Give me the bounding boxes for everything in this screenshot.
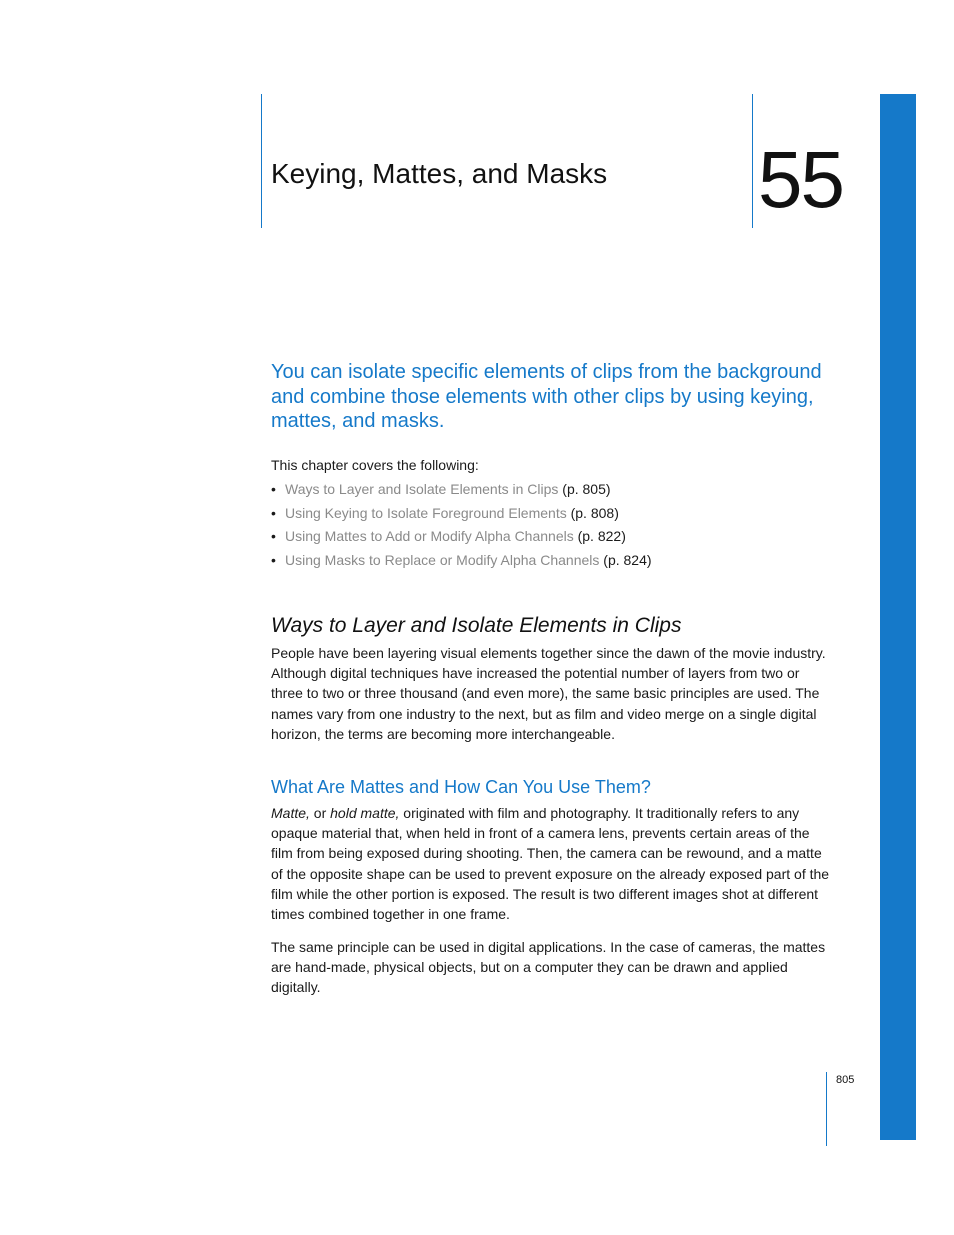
covers-label: This chapter covers the following: — [271, 457, 479, 473]
term-matte: Matte, — [271, 805, 310, 821]
toc-page: (p. 805) — [562, 481, 611, 497]
connector-text: or — [309, 805, 331, 821]
chapter-title: Keying, Mattes, and Masks — [271, 158, 608, 189]
toc-item — [271, 525, 652, 549]
toc-link[interactable]: Using Mattes to Add or Modify Alpha Channels — [285, 528, 574, 544]
bullet-icon: • — [271, 504, 276, 521]
subsection-body-2: The same principle can be used in digital applications. In the case of cameras, the mattes are hand-made, physical objects, but on a computer they can be drawn and applied digitally. — [271, 939, 826, 996]
toc-page: (p. 808) — [570, 504, 619, 521]
toc-page: (p. 822) — [577, 528, 626, 544]
toc-item — [271, 549, 652, 573]
section-body: People have been layering visual elements together since the dawn of the movie industry. Although digital techniques have increased the potential number of layers from two or three to two or three thousand (and even more), the same basic principles are used. The names vary from one industry to the next, but as film and video merge on a single digital horizon, the terms are becoming more interchangeable. — [271, 645, 826, 742]
subsection-body — [271, 803, 831, 924]
bullet-icon: • — [271, 481, 276, 497]
bullet-icon: • — [271, 528, 276, 544]
body-text: originated with film and photography. It traditionally refers to any opaque material that, when held in front of a camera lens, prevents certain areas of the film from being exposed during shooting. Then, the camera can be rewound, and a matte of the opposite shape can be used to prevent exposure on the already exposed part of the film while the other portion is exposed. The result is two different images shot at different times combined together in one frame. — [271, 805, 830, 923]
bullet-icon: • — [271, 551, 276, 568]
chapter-number: 55 — [758, 135, 843, 224]
footer-rule — [826, 1072, 827, 1146]
toc-link[interactable]: Ways to Layer and Isolate Elements in Clips — [285, 481, 559, 497]
toc-item — [271, 478, 652, 502]
title-rule — [261, 94, 262, 228]
page-number: 805 — [836, 1074, 855, 1086]
number-rule — [752, 94, 753, 228]
chapter-intro: You can isolate specific elements of clips from the background and combine those elements with other clips by using keying, mattes, and masks. — [271, 361, 822, 432]
toc-link[interactable]: Using Keying to Isolate Foreground Elements — [285, 504, 567, 521]
chapter-side-tab — [880, 94, 916, 1140]
subsection-heading: What Are Mattes and How Can You Use Them? — [271, 777, 651, 797]
toc-page: (p. 824) — [603, 551, 652, 568]
section-heading: Ways to Layer and Isolate Elements in Clips — [271, 614, 682, 637]
toc-item — [271, 502, 652, 526]
chapter-toc — [271, 478, 652, 572]
toc-link[interactable]: Using Masks to Replace or Modify Alpha Channels — [285, 551, 600, 568]
term-hold-matte: hold matte, — [330, 805, 400, 821]
